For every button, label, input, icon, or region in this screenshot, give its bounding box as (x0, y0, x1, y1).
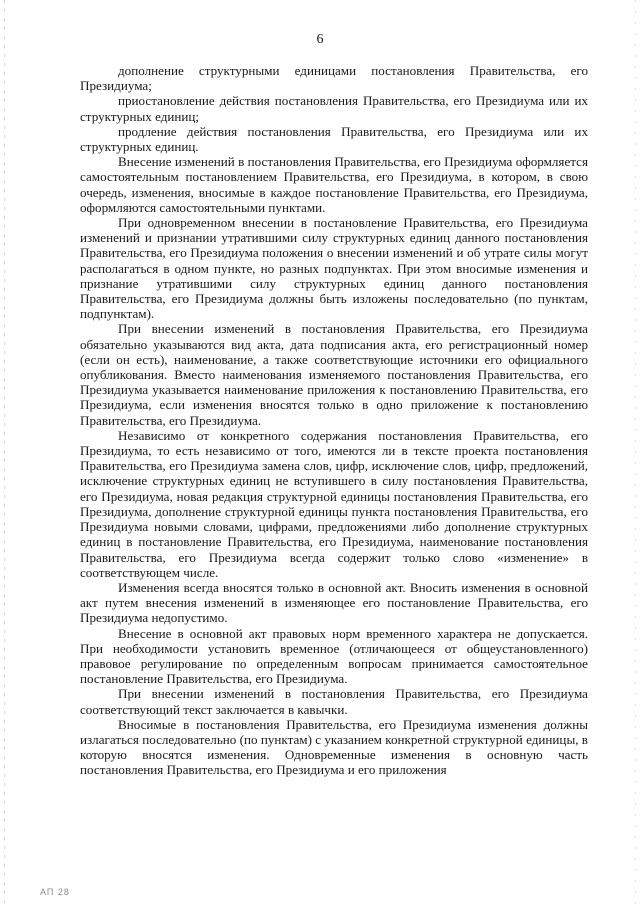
paragraph: Независимо от конкретного содержания постановления Правительства, его Президиума, то есть независимо от того, имеются ли в тексте проекта постановления Правительства, его Президиума замена слов, цифр, исключение слов, цифр, предложений, исключение структурных единиц не вступившего в силу постановления Правительства, его Президиума, новая редакция структурной единицы постановления Правительства, его Президиума, дополнение структурной единицы пункта постановления Правительства, его Президиума новыми словами, цифрами, предложениями либо дополнение структурных единиц в постановление Правительства, его Президиума, наименование постановления Правительства, его Президиума всегда содержит только слово «изменение» в соответствующем числе. (80, 427, 588, 580)
scan-edge-right (635, 0, 636, 905)
paragraph: При внесении изменений в постановления Правительства, его Президиума соответствующий текст заключается в кавычки. (80, 686, 588, 717)
paragraph: продление действия постановления Правительства, его Президиума или их структурных единиц. (80, 123, 588, 155)
scan-edge-left (4, 0, 5, 905)
footer-mark: АП 28 (40, 887, 70, 897)
paragraph: Изменения всегда вносятся только в основной акт. Вносить изменения в основной акт путем внесения изменений в изменяющее его постановление Правительства, его Президиума недопустимо. (80, 579, 588, 626)
paragraph: приостановление действия постановления Правительства, его Президиума или их структурных единиц; (80, 93, 588, 124)
paragraph: дополнение структурными единицами постановления Правительства, его Президиума; (80, 63, 588, 94)
paragraph: Вносимые в постановления Правительства, его Президиума изменения должны излагаться последовательно (по пунктам) с указанием конкретной структурной единицы, в которую вносятся изменения. Одновременные изменения в основную часть постановления Правительства, его Президиума и его приложения (80, 716, 588, 778)
paragraph: При внесении изменений в постановления Правительства, его Президиума обязательно указываются вид акта, дата подписания акта, его регистрационный номер (если он есть), наименование, а также соответствующие источники его официального опубликования. Вместо наименования изменяемого постановления Правительства, его Президиума указывается наименование приложения к постановлению Правительства, его Президиума, если изменения вносятся только в одно приложение к постановлению Правительства, его Президиума. (80, 321, 588, 428)
document-body (80, 63, 588, 778)
paragraph: Внесение в основной акт правовых норм временного характера не допускается. При необходимости установить временное (отличающееся от общеустановленного) правовое регулирование по определенным вопросам принимается самостоятельное постановление Правительства, его Президиума. (80, 625, 588, 687)
page-number: 6 (316, 32, 324, 47)
paragraph: Внесение изменений в постановления Правительства, его Президиума оформляется самостоятельным постановлением Правительства, его Президиума, в котором, в свою очередь, изменения, вносимые в каждое постановление Правительства, его Президиума, оформляются самостоятельными пунктами. (80, 154, 588, 215)
paragraph: При одновременном внесении в постановление Правительства, его Президиума изменений и признании утратившими силу структурных единиц данного постановления Правительства, его Президиума положения о внесении изменений и об утрате силы могут располагаться в одном пункте, но разных подпунктах. При этом вносимые изменения и признание утратившими силу структурных единиц данного постановления Правительства, его Президиума должны быть изложены последовательно (по пунктам, подпунктам). (80, 215, 588, 322)
